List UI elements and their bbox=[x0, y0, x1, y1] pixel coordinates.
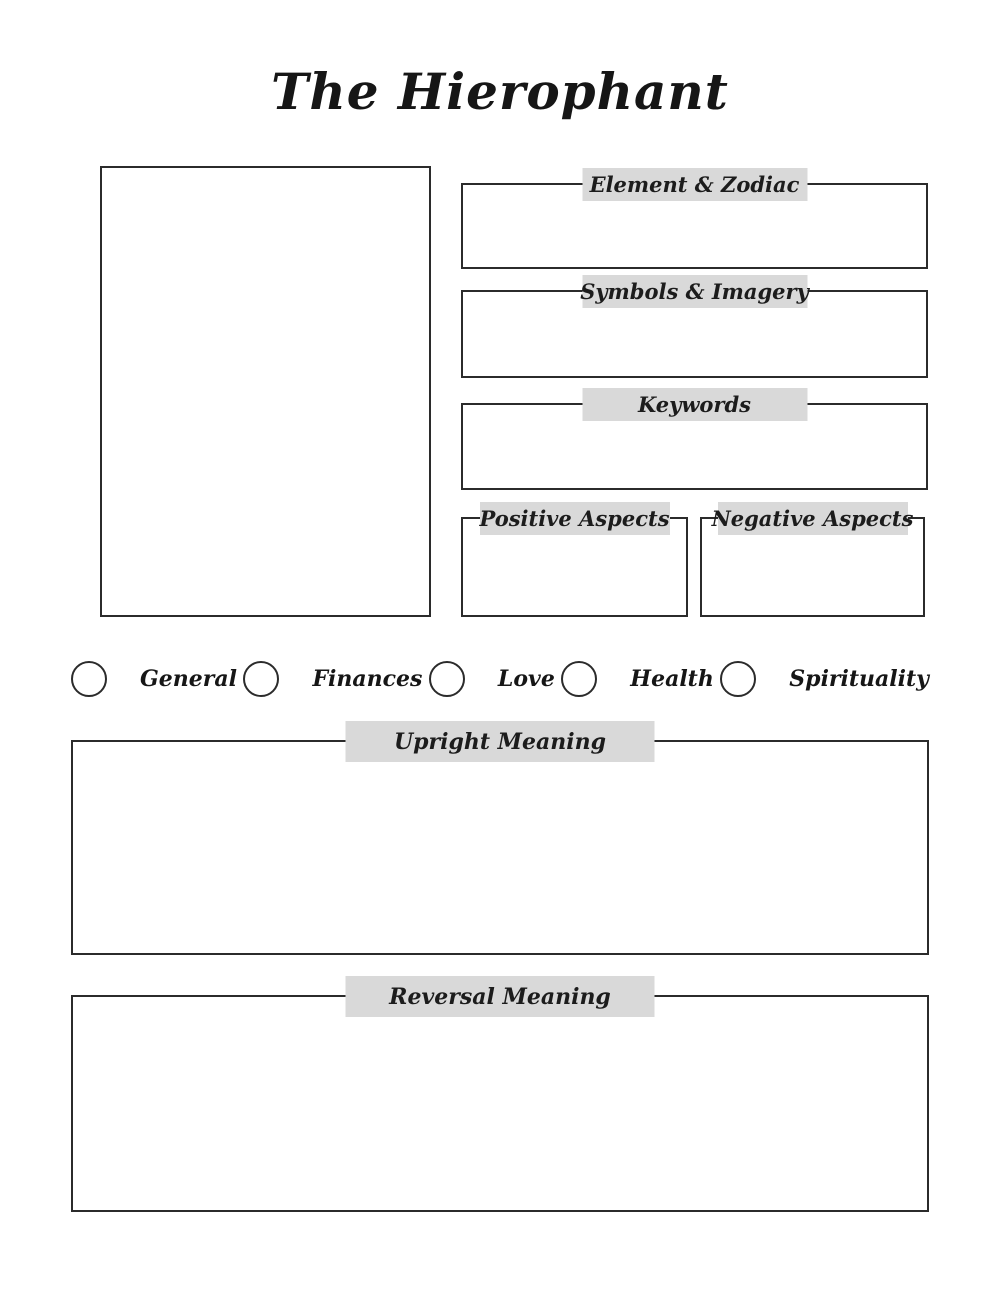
category-spirituality bbox=[720, 661, 929, 697]
category-general bbox=[71, 661, 237, 697]
symbols-imagery-box[interactable] bbox=[461, 279, 928, 378]
category-health bbox=[561, 661, 714, 697]
positive-aspects-label: Positive Aspects bbox=[480, 502, 670, 535]
finances-checkbox-circle[interactable] bbox=[243, 661, 279, 697]
general-label: General bbox=[140, 666, 237, 692]
keywords-label: Keywords bbox=[582, 388, 807, 421]
element-zodiac-label: Element & Zodiac bbox=[582, 168, 807, 201]
category-finances bbox=[243, 661, 422, 697]
upright-meaning-box[interactable] bbox=[71, 728, 929, 955]
love-label: Love bbox=[497, 666, 555, 692]
category-row bbox=[71, 658, 929, 700]
health-checkbox-circle[interactable] bbox=[561, 661, 597, 697]
keywords-box[interactable] bbox=[461, 392, 928, 490]
negative-aspects-box[interactable] bbox=[700, 506, 925, 617]
reversal-meaning-box[interactable] bbox=[71, 983, 929, 1212]
positive-aspects-box[interactable] bbox=[461, 506, 688, 617]
love-checkbox-circle[interactable] bbox=[429, 661, 465, 697]
negative-aspects-label: Negative Aspects bbox=[718, 502, 908, 535]
category-love bbox=[429, 661, 555, 697]
upright-meaning-label: Upright Meaning bbox=[346, 721, 655, 762]
reversal-meaning-label: Reversal Meaning bbox=[346, 976, 655, 1017]
spirituality-checkbox-circle[interactable] bbox=[720, 661, 756, 697]
finances-label: Finances bbox=[312, 666, 423, 692]
card-image-placeholder[interactable] bbox=[100, 166, 431, 617]
health-label: Health bbox=[630, 666, 714, 692]
page-title: The Hierophant bbox=[271, 62, 729, 121]
spirituality-label: Spirituality bbox=[789, 666, 929, 692]
symbols-imagery-label: Symbols & Imagery bbox=[582, 275, 807, 308]
general-checkbox-circle[interactable] bbox=[71, 661, 107, 697]
element-zodiac-box[interactable] bbox=[461, 172, 928, 269]
